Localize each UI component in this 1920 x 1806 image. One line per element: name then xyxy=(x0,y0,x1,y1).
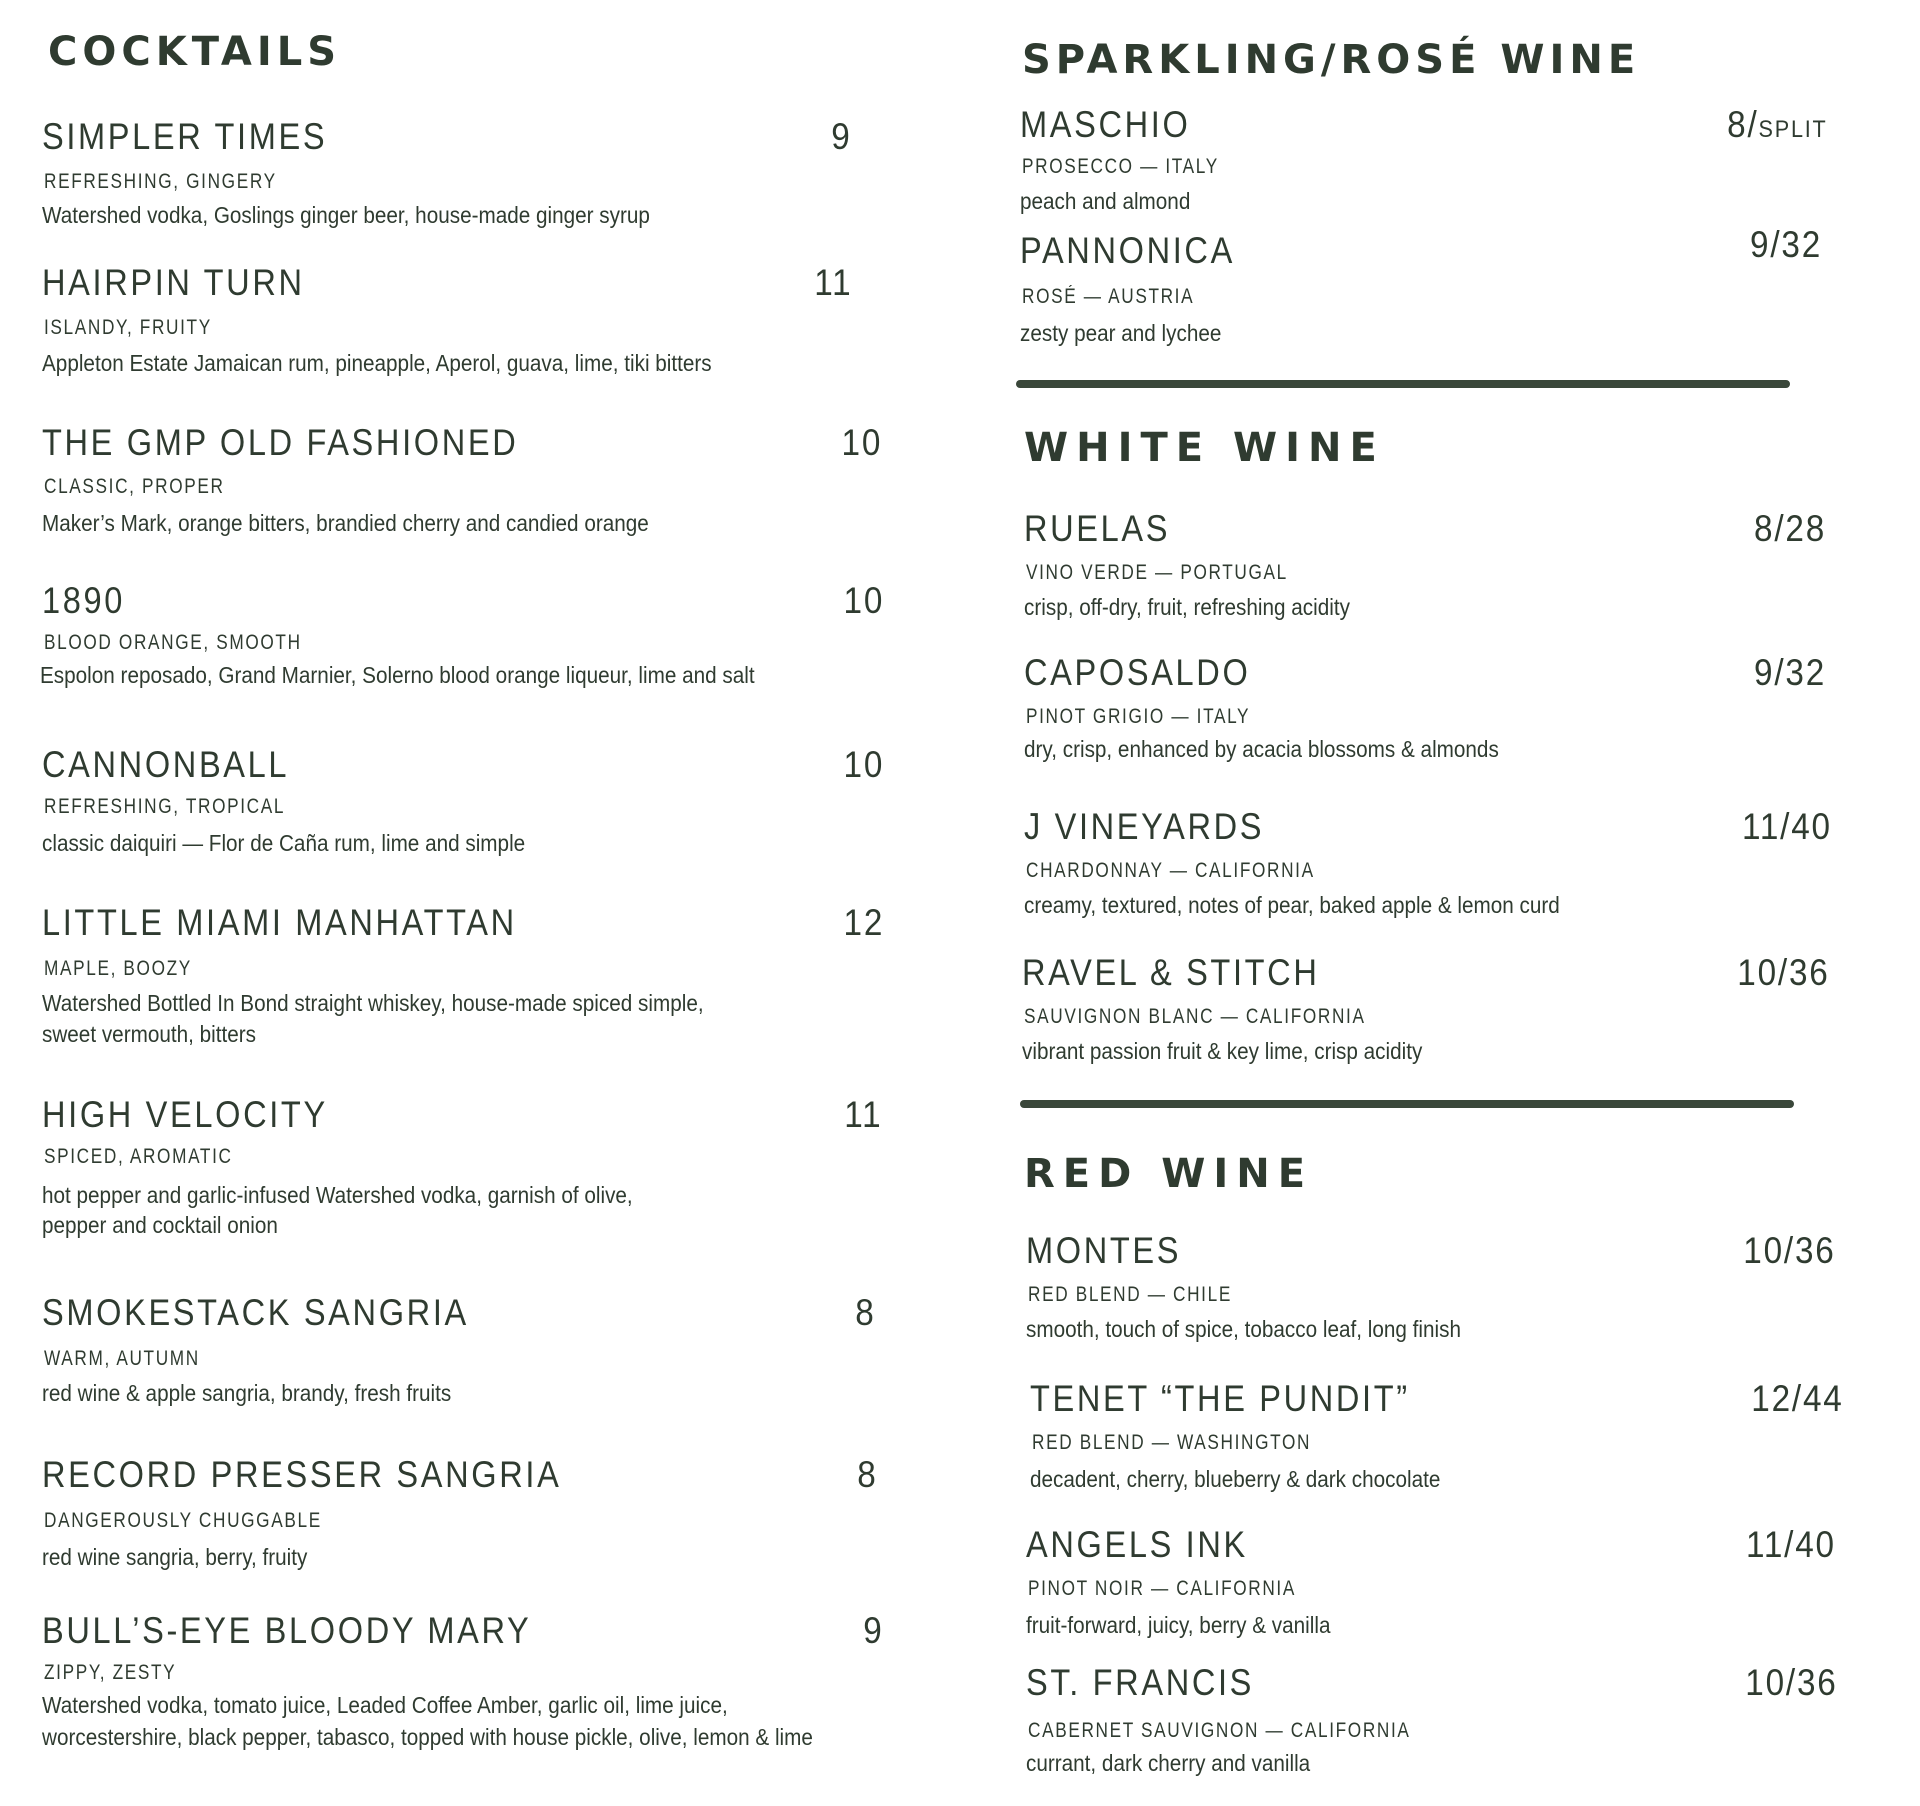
item-tag: CLASSIC, PROPER xyxy=(44,475,225,498)
item-price: 8 xyxy=(857,1454,878,1495)
item-description: Maker’s Mark, orange bitters, brandied cherry and candied orange xyxy=(42,510,649,536)
item-price: 11 xyxy=(813,262,852,303)
item-name: THE GMP OLD FASHIONED xyxy=(42,422,519,463)
item-price: 9/32 xyxy=(1753,652,1826,693)
item-description: worcestershire, black pepper, tabasco, topped with house pickle, olive, lemon & lime xyxy=(42,1724,813,1750)
item-name: RUELAS xyxy=(1024,508,1171,549)
item-tag: PROSECCO — ITALY xyxy=(1022,155,1219,178)
item-tag: ISLANDY, FRUITY xyxy=(44,316,212,339)
red-wine-heading: RED WINE xyxy=(1024,1151,1314,1197)
item-tag: CABERNET SAUVIGNON — CALIFORNIA xyxy=(1028,1719,1411,1742)
price-unit: SPLIT xyxy=(1758,116,1828,143)
item-tag: SPICED, AROMATIC xyxy=(44,1145,233,1168)
item-name: ST. FRANCIS xyxy=(1026,1662,1255,1703)
item-price: 12/44 xyxy=(1751,1378,1844,1419)
item-description: Watershed Bottled In Bond straight whiskey, house-made spiced simple, xyxy=(42,990,704,1016)
item-description: Watershed vodka, tomato juice, Leaded Coffee Amber, garlic oil, lime juice, xyxy=(42,1692,728,1718)
item-price: 10/36 xyxy=(1737,952,1830,993)
item-name: HIGH VELOCITY xyxy=(42,1094,328,1135)
item-description: decadent, cherry, blueberry & dark chocolate xyxy=(1030,1466,1441,1492)
item-price xyxy=(1728,106,1828,143)
item-name: RAVEL & STITCH xyxy=(1022,952,1320,993)
item-price: 10/36 xyxy=(1745,1662,1838,1703)
item-description: smooth, touch of spice, tobacco leaf, long finish xyxy=(1026,1316,1461,1342)
item-description: Watershed vodka, Goslings ginger beer, house-made ginger syrup xyxy=(42,202,650,228)
cocktails-heading: COCKTAILS xyxy=(48,29,342,75)
item-name: SIMPLER TIMES xyxy=(42,116,328,157)
item-description: sweet vermouth, bitters xyxy=(42,1021,256,1047)
item-price: 11/40 xyxy=(1742,806,1832,847)
item-description: zesty pear and lychee xyxy=(1020,320,1222,346)
sparkling-rose-heading: SPARKLING/ROSÉ WINE xyxy=(1022,37,1641,83)
item-price: 12 xyxy=(843,902,884,943)
item-description: Appleton Estate Jamaican rum, pineapple, Aperol, guava, lime, tiki bitters xyxy=(42,350,712,376)
item-name: TENET “THE PUNDIT” xyxy=(1030,1378,1410,1419)
price-value: 8/ xyxy=(1727,104,1759,145)
item-name: SMOKESTACK SANGRIA xyxy=(42,1292,469,1333)
item-description: dry, crisp, enhanced by acacia blossoms & almonds xyxy=(1024,736,1499,762)
item-price: 10 xyxy=(843,580,884,621)
item-price: 8 xyxy=(855,1292,876,1333)
item-price: 9 xyxy=(863,1610,884,1651)
item-description: red wine sangria, berry, fruity xyxy=(42,1544,308,1570)
item-tag: DANGEROUSLY CHUGGABLE xyxy=(44,1509,322,1532)
section-divider xyxy=(1016,380,1790,388)
item-name: 1890 xyxy=(42,580,125,621)
item-price: 9 xyxy=(831,116,852,157)
white-wine-heading: WHITE WINE xyxy=(1024,425,1385,471)
item-tag: RED BLEND — WASHINGTON xyxy=(1032,1431,1312,1454)
item-tag: REFRESHING, TROPICAL xyxy=(44,795,286,818)
item-tag: CHARDONNAY — CALIFORNIA xyxy=(1026,859,1315,882)
item-tag: SAUVIGNON BLANC — CALIFORNIA xyxy=(1024,1005,1366,1028)
item-description: fruit-forward, juicy, berry & vanilla xyxy=(1026,1612,1331,1638)
item-price: 11 xyxy=(843,1094,882,1135)
item-description: peach and almond xyxy=(1020,188,1191,214)
item-description: creamy, textured, notes of pear, baked apple & lemon curd xyxy=(1024,892,1560,918)
item-description: pepper and cocktail onion xyxy=(42,1212,278,1238)
section-divider xyxy=(1020,1100,1794,1108)
item-price: 10 xyxy=(843,744,884,785)
item-tag: ZIPPY, ZESTY xyxy=(44,1661,177,1684)
item-tag: VINO VERDE — PORTUGAL xyxy=(1026,561,1288,584)
item-price: 10/36 xyxy=(1743,1230,1836,1271)
item-description: Espolon reposado, Grand Marnier, Solerno blood orange liqueur, lime and salt xyxy=(40,662,755,688)
item-name: J VINEYARDS xyxy=(1024,806,1265,847)
item-price: 10 xyxy=(841,422,882,463)
item-name: PANNONICA xyxy=(1020,230,1235,271)
item-description: vibrant passion fruit & key lime, crisp acidity xyxy=(1022,1038,1423,1064)
item-tag: PINOT GRIGIO — ITALY xyxy=(1026,705,1251,728)
item-tag: PINOT NOIR — CALIFORNIA xyxy=(1028,1577,1296,1600)
item-name: CANNONBALL xyxy=(42,744,290,785)
item-description: currant, dark cherry and vanilla xyxy=(1026,1750,1311,1776)
item-description: classic daiquiri — Flor de Caña rum, lime and simple xyxy=(42,830,526,856)
item-tag: MAPLE, BOOZY xyxy=(44,957,192,980)
item-name: MASCHIO xyxy=(1020,104,1191,145)
item-name: BULL’S-EYE BLOODY MARY xyxy=(42,1610,532,1651)
item-description: red wine & apple sangria, brandy, fresh fruits xyxy=(42,1380,452,1406)
item-price: 9/32 xyxy=(1749,224,1822,265)
item-name: CAPOSALDO xyxy=(1024,652,1251,693)
item-price: 8/28 xyxy=(1753,508,1826,549)
item-tag: RED BLEND — CHILE xyxy=(1028,1283,1232,1306)
item-name: RECORD PRESSER SANGRIA xyxy=(42,1454,562,1495)
item-description: crisp, off-dry, fruit, refreshing acidity xyxy=(1024,594,1350,620)
item-tag: BLOOD ORANGE, SMOOTH xyxy=(44,631,302,654)
item-tag: REFRESHING, GINGERY xyxy=(44,170,277,193)
item-price: 11/40 xyxy=(1746,1524,1836,1565)
item-name: LITTLE MIAMI MANHATTAN xyxy=(42,902,517,943)
item-name: MONTES xyxy=(1026,1230,1182,1271)
item-tag: ROSÉ — AUSTRIA xyxy=(1022,285,1195,308)
item-name: HAIRPIN TURN xyxy=(42,262,305,303)
item-tag: WARM, AUTUMN xyxy=(44,1347,200,1370)
item-description: hot pepper and garlic-infused Watershed vodka, garnish of olive, xyxy=(42,1182,633,1208)
item-name: ANGELS INK xyxy=(1026,1524,1248,1565)
